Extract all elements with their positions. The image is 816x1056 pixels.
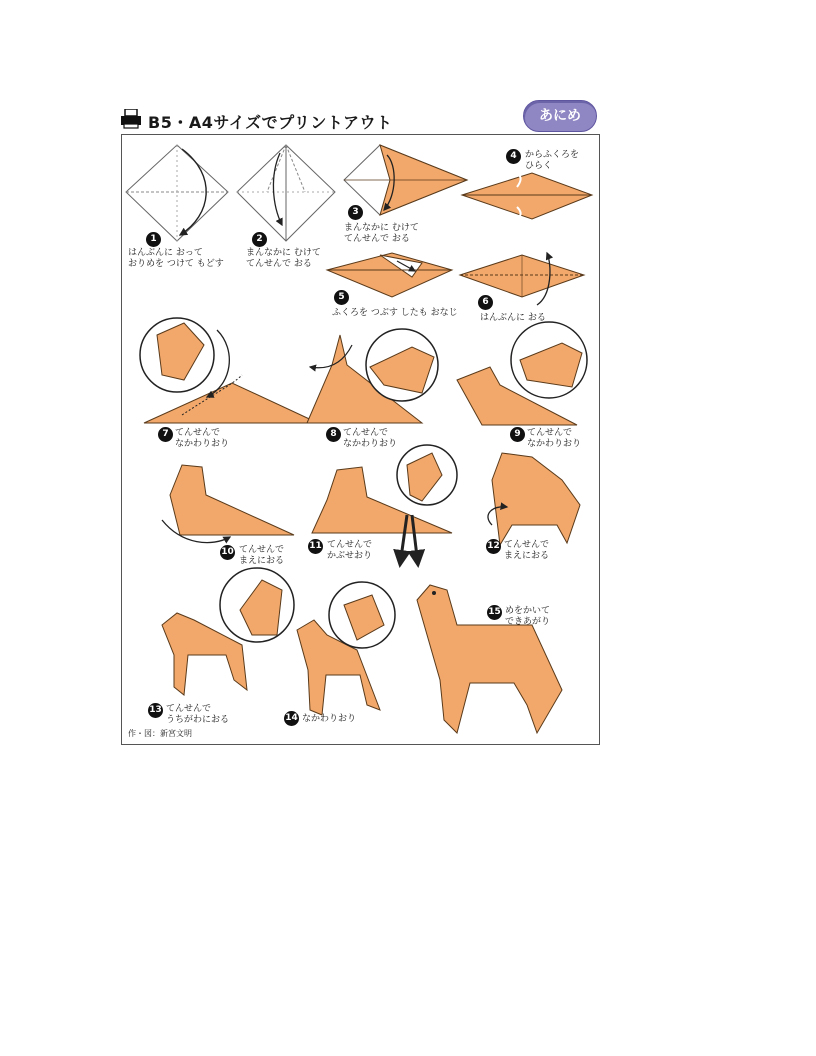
step-number: 7 xyxy=(158,427,173,442)
step-number: 4 xyxy=(506,149,521,164)
printer-icon xyxy=(120,109,142,129)
step-9-text: てんせんで なかわりおり xyxy=(527,428,582,449)
step-13-text: てんせんで うちがわにおる xyxy=(166,704,230,725)
step-4-text: からふくろを ひらく xyxy=(525,150,580,171)
step-8-text: てんせんで なかわりおり xyxy=(343,428,398,449)
diagram-step-2 xyxy=(237,145,335,241)
diagram-step-13 xyxy=(162,568,294,695)
step-number: 14 xyxy=(284,711,299,726)
diagram-step-3 xyxy=(344,145,467,215)
step-number: 15 xyxy=(487,605,502,620)
step-3-text: まんなかに むけて てんせんで おる xyxy=(344,223,419,244)
step-5-text: ふくろを つぶす したも おなじ xyxy=(332,308,458,318)
author-credit: 作・図：新宮文明 xyxy=(128,729,192,738)
animation-button[interactable]: あにめ xyxy=(523,100,597,132)
step-7-text: てんせんで なかわりおり xyxy=(175,428,230,449)
step-number: 5 xyxy=(334,290,349,305)
diagram-step-12 xyxy=(488,453,580,545)
step-number: 10 xyxy=(220,545,235,560)
step-number: 1 xyxy=(146,232,161,247)
step-number: 9 xyxy=(510,427,525,442)
step-12-text: てんせんで まえにおる xyxy=(504,540,550,561)
step-2-text: まんなかに むけて てんせんで おる xyxy=(246,248,321,269)
diagram-step-14 xyxy=(297,582,395,715)
step-1-text: はんぶんに おって おりめを つけて もどす xyxy=(128,248,224,269)
step-number: 3 xyxy=(348,205,363,220)
step-number: 11 xyxy=(308,539,323,554)
diagram-step-9 xyxy=(457,322,587,425)
diagram-step-10 xyxy=(162,465,294,543)
step-number: 13 xyxy=(148,703,163,718)
diagram-step-7 xyxy=(140,318,318,423)
step-number: 8 xyxy=(326,427,341,442)
step-14-text: なかわりおり xyxy=(302,714,357,724)
page-header xyxy=(120,100,600,136)
step-number: 6 xyxy=(478,295,493,310)
step-6-text: はんぶんに おる xyxy=(480,313,546,323)
step-number: 2 xyxy=(252,232,267,247)
diagram-step-8 xyxy=(307,329,438,423)
step-11-text: てんせんで かぶせおり xyxy=(327,540,373,561)
step-10-text: てんせんで まえにおる xyxy=(239,545,285,566)
step-number: 12 xyxy=(486,539,501,554)
diagram-step-1 xyxy=(126,145,228,241)
page-title: B5・A4サイズでプリントアウト xyxy=(148,113,393,132)
diagram-step-4 xyxy=(462,173,592,219)
step-15-text: めをかいて できあがり xyxy=(505,606,551,627)
instruction-sheet xyxy=(121,134,600,745)
